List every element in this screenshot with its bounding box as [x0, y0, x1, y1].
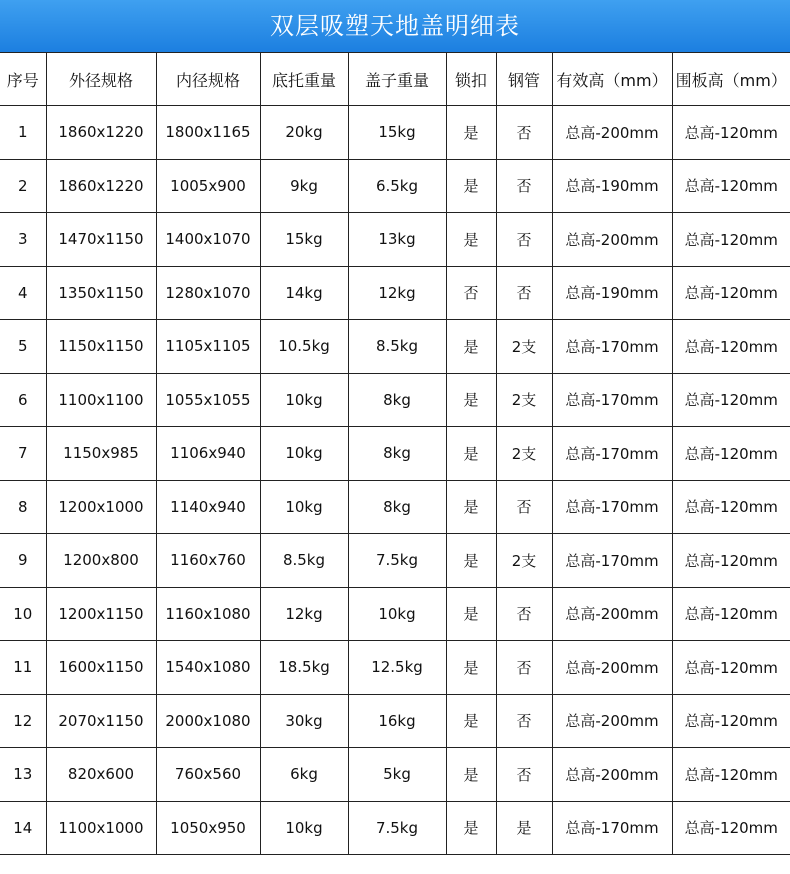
cell-lid-weight: 12.5kg [348, 641, 446, 695]
cell-effective-height: 总高-200mm [552, 106, 672, 160]
cell-effective-height: 总高-170mm [552, 480, 672, 534]
cell-lid-weight: 16kg [348, 694, 446, 748]
cell-inner-size: 1105x1105 [156, 320, 260, 374]
cell-outer-size: 1860x1220 [46, 106, 156, 160]
cell-effective-height: 总高-200mm [552, 213, 672, 267]
cell-lid-weight: 8kg [348, 480, 446, 534]
cell-lock: 是 [446, 213, 496, 267]
cell-steel-pipe: 2支 [496, 427, 552, 481]
spec-table [0, 52, 790, 855]
table-row [0, 801, 790, 855]
cell-steel-pipe: 否 [496, 266, 552, 320]
cell-outer-size: 1100x1000 [46, 801, 156, 855]
cell-lid-weight: 10kg [348, 587, 446, 641]
table-row [0, 534, 790, 588]
cell-effective-height: 总高-170mm [552, 534, 672, 588]
cell-steel-pipe: 2支 [496, 534, 552, 588]
cell-wall-height: 总高-120mm [672, 106, 790, 160]
cell-lock: 是 [446, 694, 496, 748]
header-cell-index: 序号 [0, 53, 46, 106]
cell-inner-size: 1800x1165 [156, 106, 260, 160]
cell-wall-height: 总高-120mm [672, 694, 790, 748]
cell-inner-size: 1160x1080 [156, 587, 260, 641]
cell-lid-weight: 5kg [348, 748, 446, 802]
cell-steel-pipe: 否 [496, 159, 552, 213]
table-row [0, 320, 790, 374]
cell-effective-height: 总高-170mm [552, 427, 672, 481]
cell-outer-size: 1100x1100 [46, 373, 156, 427]
cell-effective-height: 总高-200mm [552, 587, 672, 641]
header-cell-inner-size: 内径规格 [156, 53, 260, 106]
cell-inner-size: 1050x950 [156, 801, 260, 855]
cell-base-weight: 10.5kg [260, 320, 348, 374]
header-cell-effective-height: 有效高（mm） [552, 53, 672, 106]
cell-index: 13 [0, 748, 46, 802]
cell-index: 9 [0, 534, 46, 588]
cell-index: 3 [0, 213, 46, 267]
cell-base-weight: 18.5kg [260, 641, 348, 695]
table-row [0, 106, 790, 160]
table-row [0, 266, 790, 320]
cell-steel-pipe: 2支 [496, 373, 552, 427]
cell-inner-size: 2000x1080 [156, 694, 260, 748]
table-title: 双层吸塑天地盖明细表 [0, 0, 790, 52]
cell-wall-height: 总高-120mm [672, 266, 790, 320]
cell-inner-size: 1106x940 [156, 427, 260, 481]
cell-base-weight: 10kg [260, 480, 348, 534]
cell-wall-height: 总高-120mm [672, 373, 790, 427]
cell-lock: 是 [446, 748, 496, 802]
table-row [0, 748, 790, 802]
cell-index: 10 [0, 587, 46, 641]
cell-outer-size: 820x600 [46, 748, 156, 802]
cell-index: 1 [0, 106, 46, 160]
cell-base-weight: 10kg [260, 801, 348, 855]
cell-outer-size: 1860x1220 [46, 159, 156, 213]
cell-steel-pipe: 2支 [496, 320, 552, 374]
cell-outer-size: 1200x800 [46, 534, 156, 588]
header-row [0, 53, 790, 106]
table-row [0, 587, 790, 641]
table-row [0, 373, 790, 427]
cell-outer-size: 1150x985 [46, 427, 156, 481]
cell-outer-size: 1150x1150 [46, 320, 156, 374]
cell-lock: 否 [446, 266, 496, 320]
cell-effective-height: 总高-170mm [552, 320, 672, 374]
cell-lock: 是 [446, 427, 496, 481]
cell-base-weight: 6kg [260, 748, 348, 802]
cell-lock: 是 [446, 641, 496, 695]
cell-steel-pipe: 否 [496, 748, 552, 802]
table-row [0, 694, 790, 748]
cell-lid-weight: 12kg [348, 266, 446, 320]
cell-outer-size: 2070x1150 [46, 694, 156, 748]
table-row [0, 480, 790, 534]
cell-lock: 是 [446, 480, 496, 534]
cell-lid-weight: 15kg [348, 106, 446, 160]
cell-base-weight: 14kg [260, 266, 348, 320]
cell-base-weight: 15kg [260, 213, 348, 267]
cell-steel-pipe: 否 [496, 694, 552, 748]
cell-lock: 是 [446, 373, 496, 427]
cell-steel-pipe: 否 [496, 641, 552, 695]
cell-wall-height: 总高-120mm [672, 320, 790, 374]
cell-wall-height: 总高-120mm [672, 159, 790, 213]
cell-effective-height: 总高-190mm [552, 266, 672, 320]
cell-base-weight: 10kg [260, 373, 348, 427]
cell-wall-height: 总高-120mm [672, 801, 790, 855]
cell-wall-height: 总高-120mm [672, 534, 790, 588]
table-row [0, 213, 790, 267]
cell-effective-height: 总高-170mm [552, 373, 672, 427]
cell-steel-pipe: 否 [496, 587, 552, 641]
cell-effective-height: 总高-200mm [552, 641, 672, 695]
cell-base-weight: 30kg [260, 694, 348, 748]
cell-index: 4 [0, 266, 46, 320]
table-row [0, 641, 790, 695]
cell-effective-height: 总高-190mm [552, 159, 672, 213]
cell-index: 7 [0, 427, 46, 481]
cell-lid-weight: 8kg [348, 427, 446, 481]
cell-base-weight: 20kg [260, 106, 348, 160]
table-row [0, 427, 790, 481]
cell-effective-height: 总高-200mm [552, 694, 672, 748]
cell-lid-weight: 7.5kg [348, 534, 446, 588]
cell-effective-height: 总高-200mm [552, 748, 672, 802]
cell-inner-size: 1055x1055 [156, 373, 260, 427]
cell-lid-weight: 8.5kg [348, 320, 446, 374]
cell-index: 11 [0, 641, 46, 695]
cell-lock: 是 [446, 320, 496, 374]
cell-outer-size: 1350x1150 [46, 266, 156, 320]
cell-wall-height: 总高-120mm [672, 480, 790, 534]
cell-inner-size: 1540x1080 [156, 641, 260, 695]
cell-steel-pipe: 是 [496, 801, 552, 855]
header-cell-wall-height: 围板高（mm） [672, 53, 790, 106]
table-row [0, 159, 790, 213]
cell-lock: 是 [446, 534, 496, 588]
cell-inner-size: 760x560 [156, 748, 260, 802]
cell-outer-size: 1600x1150 [46, 641, 156, 695]
cell-wall-height: 总高-120mm [672, 641, 790, 695]
cell-wall-height: 总高-120mm [672, 748, 790, 802]
cell-index: 12 [0, 694, 46, 748]
cell-inner-size: 1140x940 [156, 480, 260, 534]
cell-outer-size: 1470x1150 [46, 213, 156, 267]
cell-lid-weight: 13kg [348, 213, 446, 267]
cell-base-weight: 10kg [260, 427, 348, 481]
cell-inner-size: 1160x760 [156, 534, 260, 588]
cell-inner-size: 1280x1070 [156, 266, 260, 320]
cell-wall-height: 总高-120mm [672, 427, 790, 481]
cell-steel-pipe: 否 [496, 480, 552, 534]
header-cell-lock: 锁扣 [446, 53, 496, 106]
cell-lock: 是 [446, 159, 496, 213]
cell-lock: 是 [446, 587, 496, 641]
header-cell-base-weight: 底托重量 [260, 53, 348, 106]
header-cell-lid-weight: 盖子重量 [348, 53, 446, 106]
cell-outer-size: 1200x1150 [46, 587, 156, 641]
cell-lock: 是 [446, 106, 496, 160]
cell-index: 5 [0, 320, 46, 374]
cell-inner-size: 1005x900 [156, 159, 260, 213]
cell-base-weight: 12kg [260, 587, 348, 641]
cell-lid-weight: 7.5kg [348, 801, 446, 855]
cell-steel-pipe: 否 [496, 106, 552, 160]
cell-lock: 是 [446, 801, 496, 855]
cell-lid-weight: 6.5kg [348, 159, 446, 213]
cell-base-weight: 9kg [260, 159, 348, 213]
cell-index: 6 [0, 373, 46, 427]
cell-inner-size: 1400x1070 [156, 213, 260, 267]
table-body [0, 106, 790, 855]
cell-outer-size: 1200x1000 [46, 480, 156, 534]
cell-index: 2 [0, 159, 46, 213]
header-cell-outer-size: 外径规格 [46, 53, 156, 106]
cell-wall-height: 总高-120mm [672, 213, 790, 267]
cell-wall-height: 总高-120mm [672, 587, 790, 641]
cell-steel-pipe: 否 [496, 213, 552, 267]
header-cell-steel-pipe: 钢管 [496, 53, 552, 106]
cell-effective-height: 总高-170mm [552, 801, 672, 855]
cell-lid-weight: 8kg [348, 373, 446, 427]
cell-index: 14 [0, 801, 46, 855]
cell-index: 8 [0, 480, 46, 534]
cell-base-weight: 8.5kg [260, 534, 348, 588]
